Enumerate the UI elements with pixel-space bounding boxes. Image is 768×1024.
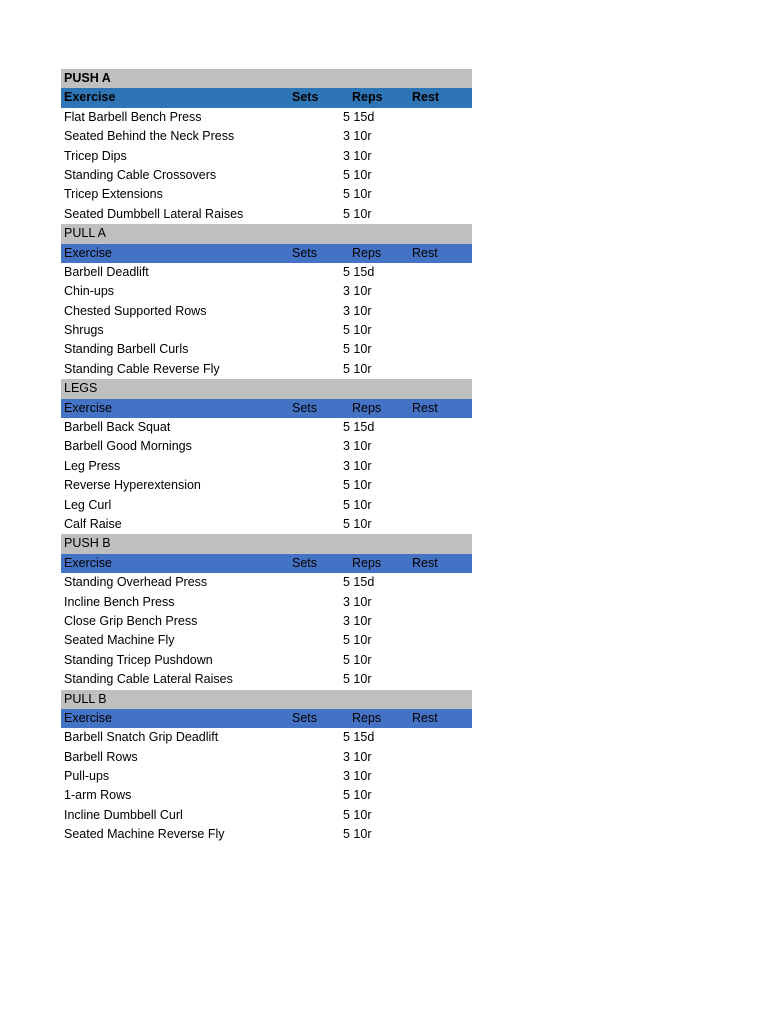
header-reps: Reps bbox=[352, 555, 382, 570]
exercise-row bbox=[61, 205, 472, 224]
exercise-row bbox=[61, 573, 472, 592]
exercise-row bbox=[61, 360, 472, 379]
sets-reps-value: 3 10r bbox=[343, 129, 372, 144]
header-reps: Reps bbox=[352, 400, 382, 415]
exercise-name: Barbell Good Mornings bbox=[64, 439, 192, 454]
sets-reps-value: 3 10r bbox=[343, 148, 372, 163]
header-sets: Sets bbox=[292, 90, 319, 105]
workout-sheet bbox=[61, 69, 472, 845]
exercise-name: Seated Machine Fly bbox=[64, 633, 175, 648]
exercise-name: Chin-ups bbox=[64, 284, 115, 299]
exercise-row bbox=[61, 631, 472, 650]
exercise-name: Calf Raise bbox=[64, 516, 122, 531]
sets-reps-value: 5 10r bbox=[343, 633, 372, 648]
sets-reps-value: 5 10r bbox=[343, 807, 372, 822]
sets-reps-value: 3 10r bbox=[343, 303, 372, 318]
exercise-row bbox=[61, 670, 472, 689]
sets-reps-value: 5 10r bbox=[343, 497, 372, 512]
exercise-row bbox=[61, 321, 472, 340]
header-rest: Rest bbox=[412, 400, 438, 415]
header-sets: Sets bbox=[292, 555, 318, 570]
exercise-row bbox=[61, 767, 472, 786]
column-header-row bbox=[61, 399, 472, 418]
exercise-row bbox=[61, 166, 472, 185]
exercise-name: 1-arm Rows bbox=[64, 788, 132, 803]
section-title-row bbox=[61, 534, 472, 553]
exercise-name: Shrugs bbox=[64, 323, 104, 338]
sets-reps-value: 3 10r bbox=[343, 749, 372, 764]
sets-reps-value: 5 10r bbox=[343, 342, 372, 357]
column-header-row bbox=[61, 554, 472, 573]
sets-reps-value: 5 10r bbox=[343, 516, 372, 531]
sets-reps-value: 5 10r bbox=[343, 478, 372, 493]
sets-reps-value: 5 10r bbox=[343, 323, 372, 338]
exercise-name: Barbell Rows bbox=[64, 749, 138, 764]
exercise-name: Barbell Snatch Grip Deadlift bbox=[64, 730, 219, 745]
exercise-row bbox=[61, 515, 472, 534]
sets-reps-value: 5 10r bbox=[343, 206, 372, 221]
header-exercise: Exercise bbox=[64, 710, 112, 725]
section-title-row bbox=[61, 379, 472, 398]
column-header-row bbox=[61, 88, 472, 107]
exercise-name: Seated Behind the Neck Press bbox=[64, 129, 235, 144]
sets-reps-value: 3 10r bbox=[343, 458, 372, 473]
section-title-row bbox=[61, 69, 472, 88]
sets-reps-value: 3 10r bbox=[343, 284, 372, 299]
sets-reps-value: 5 10r bbox=[343, 167, 372, 182]
exercise-row bbox=[61, 147, 472, 166]
sets-reps-value: 5 15d bbox=[343, 575, 375, 590]
exercise-name: Incline Dumbbell Curl bbox=[64, 807, 183, 822]
header-rest: Rest bbox=[412, 245, 438, 260]
exercise-row bbox=[61, 496, 472, 515]
exercise-name: Standing Cable Lateral Raises bbox=[64, 672, 233, 687]
exercise-row bbox=[61, 108, 472, 127]
exercise-name: Standing Cable Crossovers bbox=[64, 167, 217, 182]
sets-reps-value: 3 10r bbox=[343, 594, 372, 609]
exercise-name: Barbell Back Squat bbox=[64, 420, 171, 435]
exercise-row bbox=[61, 593, 472, 612]
header-rest: Rest bbox=[412, 90, 440, 105]
exercise-row bbox=[61, 728, 472, 747]
section-title-row bbox=[61, 224, 472, 243]
exercise-row bbox=[61, 263, 472, 282]
exercise-name: Flat Barbell Bench Press bbox=[64, 109, 202, 124]
exercise-row bbox=[61, 418, 472, 437]
sets-reps-value: 5 10r bbox=[343, 652, 372, 667]
exercise-row bbox=[61, 651, 472, 670]
exercise-name: Incline Bench Press bbox=[64, 594, 175, 609]
exercise-row bbox=[61, 825, 472, 844]
exercise-name: Tricep Dips bbox=[64, 148, 127, 163]
section-title: PULL A bbox=[64, 226, 106, 241]
header-reps: Reps bbox=[352, 90, 383, 105]
exercise-row bbox=[61, 748, 472, 767]
sets-reps-value: 5 15d bbox=[343, 420, 375, 435]
exercise-row bbox=[61, 612, 472, 631]
exercise-name: Seated Machine Reverse Fly bbox=[64, 827, 225, 842]
header-reps: Reps bbox=[352, 245, 382, 260]
exercise-name: Tricep Extensions bbox=[64, 187, 163, 202]
exercise-name: Pull-ups bbox=[64, 769, 110, 784]
exercise-name: Seated Dumbbell Lateral Raises bbox=[64, 206, 244, 221]
sets-reps-value: 5 10r bbox=[343, 788, 372, 803]
exercise-name: Standing Overhead Press bbox=[64, 575, 208, 590]
sets-reps-value: 3 10r bbox=[343, 613, 372, 628]
exercise-row bbox=[61, 786, 472, 805]
exercise-name: Leg Curl bbox=[64, 497, 112, 512]
section-title: PUSH A bbox=[64, 71, 111, 85]
exercise-row bbox=[61, 806, 472, 825]
sets-reps-value: 5 10r bbox=[343, 187, 372, 202]
exercise-name: Barbell Deadlift bbox=[64, 264, 149, 279]
section-title: LEGS bbox=[64, 381, 98, 396]
exercise-name: Standing Tricep Pushdown bbox=[64, 652, 213, 667]
section-title: PUSH B bbox=[64, 536, 111, 551]
exercise-row bbox=[61, 457, 472, 476]
exercise-row bbox=[61, 302, 472, 321]
header-reps: Reps bbox=[352, 710, 382, 725]
exercise-name: Reverse Hyperextension bbox=[64, 478, 201, 493]
header-sets: Sets bbox=[292, 400, 318, 415]
exercise-name: Standing Cable Reverse Fly bbox=[64, 361, 220, 376]
section-title: PULL B bbox=[64, 691, 107, 706]
header-rest: Rest bbox=[412, 555, 438, 570]
column-header-row bbox=[61, 709, 472, 728]
exercise-name: Leg Press bbox=[64, 458, 121, 473]
exercise-row bbox=[61, 127, 472, 146]
exercise-row bbox=[61, 185, 472, 204]
header-exercise: Exercise bbox=[64, 245, 112, 260]
column-header-row bbox=[61, 244, 472, 263]
exercise-row bbox=[61, 340, 472, 359]
sets-reps-value: 5 15d bbox=[343, 264, 375, 279]
exercise-row bbox=[61, 437, 472, 456]
sets-reps-value: 5 15d bbox=[343, 109, 375, 124]
exercise-name: Chested Supported Rows bbox=[64, 303, 207, 318]
header-rest: Rest bbox=[412, 710, 438, 725]
header-exercise: Exercise bbox=[64, 90, 116, 105]
header-exercise: Exercise bbox=[64, 400, 112, 415]
exercise-name: Standing Barbell Curls bbox=[64, 342, 189, 357]
header-exercise: Exercise bbox=[64, 555, 112, 570]
sets-reps-value: 3 10r bbox=[343, 439, 372, 454]
exercise-name: Close Grip Bench Press bbox=[64, 613, 198, 628]
exercise-row bbox=[61, 282, 472, 301]
sets-reps-value: 5 10r bbox=[343, 827, 372, 842]
sets-reps-value: 5 15d bbox=[343, 730, 375, 745]
sets-reps-value: 5 10r bbox=[343, 672, 372, 687]
sets-reps-value: 5 10r bbox=[343, 361, 372, 376]
header-sets: Sets bbox=[292, 710, 318, 725]
exercise-row bbox=[61, 476, 472, 495]
sets-reps-value: 3 10r bbox=[343, 769, 372, 784]
header-sets: Sets bbox=[292, 245, 318, 260]
section-title-row bbox=[61, 690, 472, 709]
